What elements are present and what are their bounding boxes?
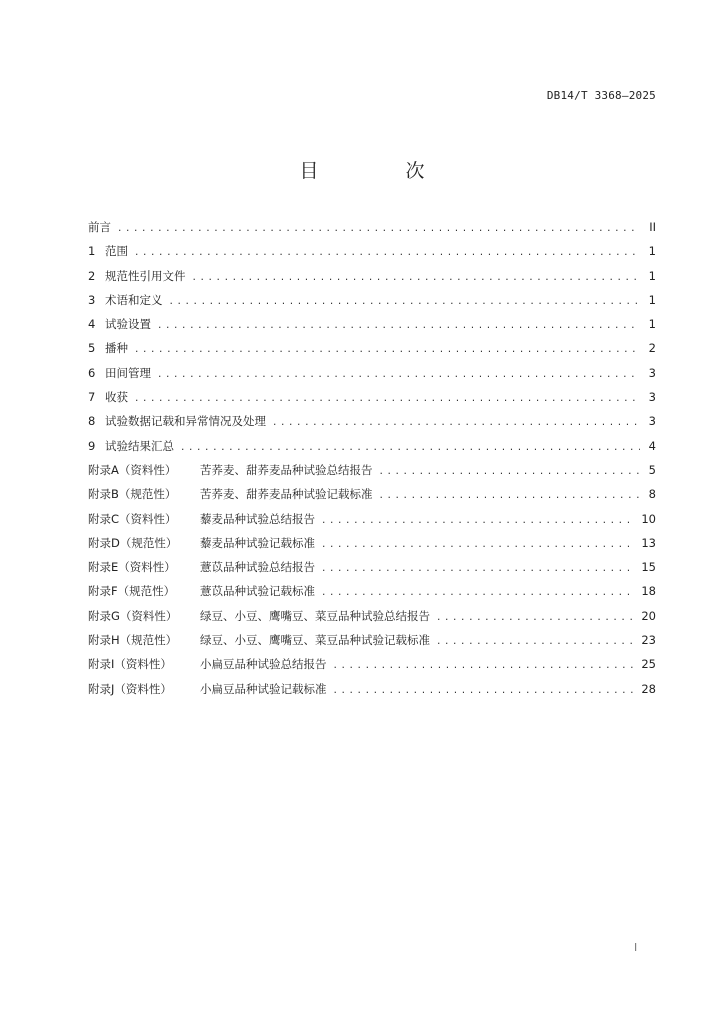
appendix-id: 附录D（规范性） bbox=[88, 535, 178, 550]
toc-entry-label: 试验结果汇总 bbox=[105, 438, 174, 453]
toc-entry[interactable] bbox=[88, 292, 656, 316]
toc-page-number: 1 bbox=[648, 268, 656, 283]
toc-page-number: 3 bbox=[648, 390, 656, 405]
toc-entry-label: 规范性引用文件 bbox=[105, 268, 186, 283]
dot-leader bbox=[321, 540, 635, 550]
toc-entry-label: 小扁豆品种试验记载标准 bbox=[200, 681, 327, 696]
toc-entry-number: 8 bbox=[88, 414, 96, 429]
dot-leader bbox=[333, 661, 636, 671]
toc-page-number: 3 bbox=[648, 414, 656, 429]
dot-leader bbox=[157, 321, 640, 331]
toc-entry-label: 收获 bbox=[105, 390, 128, 405]
toc-entry-label: 范围 bbox=[105, 244, 128, 259]
toc-entry-label: 播种 bbox=[105, 341, 128, 356]
dot-leader bbox=[169, 297, 641, 307]
dot-leader bbox=[379, 467, 641, 477]
toc-entry-label: 绿豆、小豆、鹰嘴豆、菜豆品种试验记载标准 bbox=[200, 633, 430, 648]
toc-entry[interactable] bbox=[88, 389, 656, 413]
toc-entry[interactable] bbox=[88, 316, 656, 340]
dot-leader bbox=[272, 418, 640, 428]
appendix-id: 附录I（资料性） bbox=[88, 657, 172, 672]
toc-page-number: 28 bbox=[641, 681, 656, 696]
toc-appendix-entry[interactable] bbox=[88, 632, 656, 656]
toc-page-number: 8 bbox=[648, 487, 656, 502]
dot-leader bbox=[134, 394, 640, 404]
toc-page-number: 15 bbox=[641, 560, 656, 575]
dot-leader bbox=[379, 491, 641, 501]
document-code: DB14/T 3368—2025 bbox=[546, 89, 656, 102]
appendix-id: 附录H（规范性） bbox=[88, 633, 178, 648]
toc-page-number: 13 bbox=[641, 535, 656, 550]
toc-appendix-entry[interactable] bbox=[88, 559, 656, 583]
toc-entry-label: 薏苡品种试验总结报告 bbox=[200, 560, 315, 575]
toc-entry-label: 术语和定义 bbox=[105, 292, 163, 307]
dot-leader bbox=[436, 637, 635, 647]
toc-entry-label: 绿豆、小豆、鹰嘴豆、菜豆品种试验总结报告 bbox=[200, 608, 430, 623]
table-of-contents bbox=[88, 219, 656, 705]
dot-leader bbox=[192, 273, 641, 283]
toc-appendix-entry[interactable] bbox=[88, 462, 656, 486]
appendix-id: 附录A（资料性） bbox=[88, 462, 177, 477]
toc-page-number: 1 bbox=[648, 244, 656, 259]
toc-entry-label: 苦荞麦、甜荞麦品种试验总结报告 bbox=[200, 462, 373, 477]
toc-entry-label: 薏苡品种试验记载标准 bbox=[200, 584, 315, 599]
toc-page-number: 4 bbox=[648, 438, 656, 453]
toc-entry[interactable] bbox=[88, 365, 656, 389]
appendix-id: 附录F（规范性） bbox=[88, 584, 176, 599]
toc-appendix-entry[interactable] bbox=[88, 656, 656, 680]
toc-appendix-entry[interactable] bbox=[88, 486, 656, 510]
toc-page-number: 5 bbox=[648, 462, 656, 477]
toc-page-number: 10 bbox=[641, 511, 656, 526]
dot-leader bbox=[321, 564, 635, 574]
toc-appendix-entry[interactable] bbox=[88, 535, 656, 559]
dot-leader bbox=[333, 686, 636, 696]
dot-leader bbox=[321, 588, 635, 598]
toc-entry-number: 1 bbox=[88, 244, 96, 259]
toc-entry-number: 6 bbox=[88, 365, 96, 380]
toc-appendix-entry[interactable] bbox=[88, 681, 656, 705]
dot-leader bbox=[321, 516, 635, 526]
toc-entry-label: 前言 bbox=[88, 220, 111, 234]
toc-entry[interactable] bbox=[88, 340, 656, 364]
toc-page-number: 3 bbox=[648, 365, 656, 380]
toc-entry-number: 2 bbox=[88, 268, 96, 283]
toc-entry-label: 藜麦品种试验总结报告 bbox=[200, 511, 315, 526]
appendix-id: 附录C（资料性） bbox=[88, 511, 177, 526]
toc-appendix-entry[interactable] bbox=[88, 583, 656, 607]
toc-entry-number: 9 bbox=[88, 438, 96, 453]
toc-entry-label: 试验数据记载和异常情况及处理 bbox=[105, 414, 266, 429]
dot-leader bbox=[180, 443, 640, 453]
toc-page-number: 1 bbox=[648, 317, 656, 332]
toc-entry[interactable] bbox=[88, 243, 656, 267]
appendix-id: 附录B（规范性） bbox=[88, 487, 177, 502]
toc-entry-label: 田间管理 bbox=[105, 365, 151, 380]
toc-entry-number: 3 bbox=[88, 292, 96, 307]
toc-appendix-entry[interactable] bbox=[88, 608, 656, 632]
toc-entry[interactable] bbox=[88, 413, 656, 437]
dot-leader bbox=[436, 613, 635, 623]
toc-entry[interactable] bbox=[88, 438, 656, 462]
toc-page-number: 25 bbox=[641, 657, 656, 672]
toc-page-number: 23 bbox=[641, 633, 656, 648]
toc-entry-label: 苦荞麦、甜荞麦品种试验记载标准 bbox=[200, 487, 373, 502]
dot-leader bbox=[134, 248, 640, 258]
toc-entry-foreword[interactable] bbox=[88, 219, 656, 243]
toc-entry-label: 小扁豆品种试验总结报告 bbox=[200, 657, 327, 672]
appendix-id: 附录E（资料性） bbox=[88, 560, 176, 575]
page-title: 目 次 bbox=[299, 160, 459, 182]
dot-leader bbox=[134, 345, 640, 355]
dot-leader bbox=[117, 224, 640, 234]
toc-entry-number: 7 bbox=[88, 390, 96, 405]
toc-entry-number: 4 bbox=[88, 317, 96, 332]
dot-leader bbox=[157, 370, 640, 380]
toc-appendix-entry[interactable] bbox=[88, 511, 656, 535]
toc-page-number: 18 bbox=[641, 584, 656, 599]
toc-entry[interactable] bbox=[88, 268, 656, 292]
toc-page-number: II bbox=[649, 220, 656, 234]
toc-entry-label: 藜麦品种试验记载标准 bbox=[200, 535, 315, 550]
appendix-id: 附录J（资料性） bbox=[88, 681, 172, 696]
toc-page-number: 2 bbox=[648, 341, 656, 356]
appendix-id: 附录G（资料性） bbox=[88, 608, 178, 623]
page-footer-number: I bbox=[634, 941, 638, 954]
toc-entry-number: 5 bbox=[88, 341, 96, 356]
toc-page-number: 1 bbox=[648, 292, 656, 307]
toc-entry-label: 试验设置 bbox=[105, 317, 151, 332]
toc-page-number: 20 bbox=[641, 608, 656, 623]
